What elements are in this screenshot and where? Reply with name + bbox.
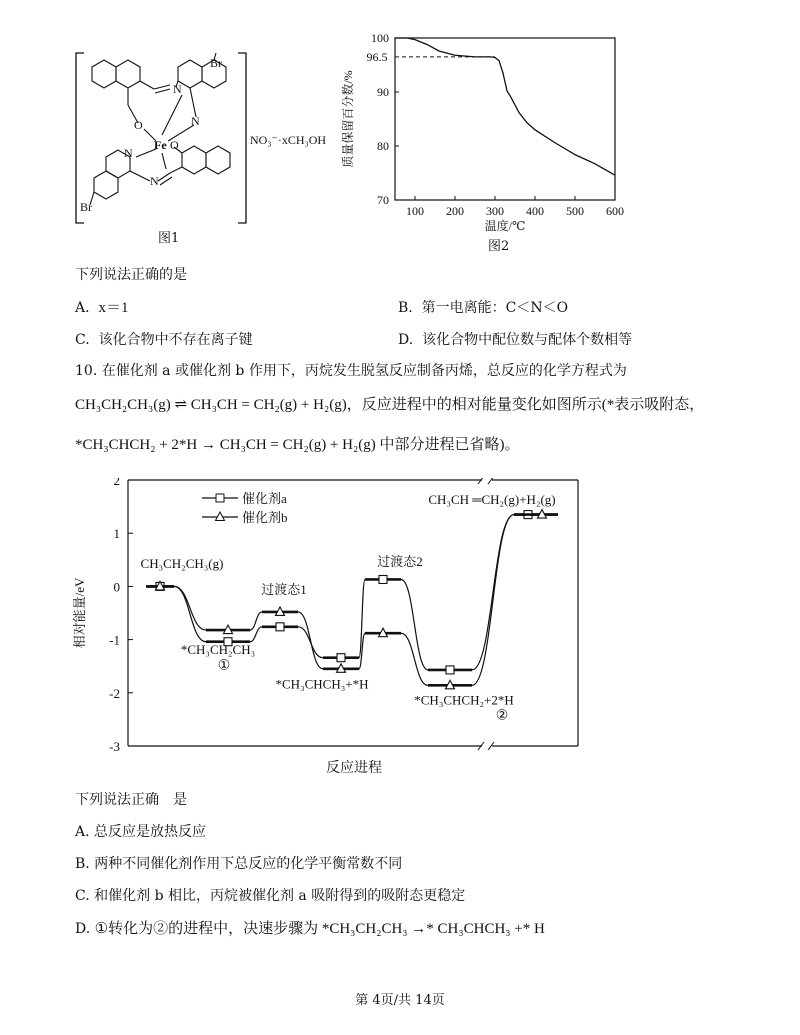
- chart-axes: [395, 38, 615, 200]
- br-top-label: Br: [210, 56, 222, 70]
- x-axis-label: 反应进程: [326, 761, 382, 776]
- option-text: 该化合物中配位数与配体个数相等: [422, 332, 633, 348]
- option-letter: C.: [75, 332, 90, 348]
- chart-tick-labels: [109, 478, 120, 754]
- energy-profile-chart: [70, 478, 600, 783]
- option-d[interactable]: [398, 331, 632, 349]
- question-10-equation: CH₃CH₂CH₃(g) ⇌ CH₃CH = CH₂(g) + H₂(g)，反应进程中的相对能量变化如图所示(*表示吸附态，: [75, 397, 705, 413]
- y-tick-label: 70: [377, 193, 389, 207]
- option-letter: B.: [75, 856, 90, 872]
- option-letter: D.: [75, 921, 91, 937]
- state-label: *CH₃CHCH₃+*H: [275, 676, 369, 692]
- x-tick-label: 400: [526, 204, 544, 218]
- data-point: [276, 623, 284, 631]
- series-b: [146, 510, 558, 689]
- legend-marker: [216, 494, 224, 502]
- n-label: N: [150, 174, 159, 188]
- n-label: N: [191, 114, 200, 128]
- n-label: N: [173, 82, 182, 96]
- axis-break: [478, 478, 484, 484]
- axis-break: [488, 478, 494, 484]
- question-10-equation-2: *CH₃CHCH₂ + 2*H → CH₃CH = CH₂(g) + H₂(g) 中部分进程已省略)。: [75, 437, 520, 453]
- y-tick-label: 0: [113, 579, 120, 595]
- y-tick-label: 100: [371, 31, 389, 45]
- data-point: [446, 666, 454, 674]
- option-b[interactable]: [75, 855, 402, 873]
- o-label: O: [170, 138, 179, 152]
- x-tick-label: 100: [406, 204, 424, 218]
- option-text: x＝1: [98, 300, 129, 316]
- option-a[interactable]: [75, 823, 206, 841]
- option-text: ①转化为②的进程中，决速步骤为 *CH₃CH₂CH₃ →* CH₃CHCH₃ +* H: [94, 921, 545, 937]
- y-axis-label: 质量保留百分数/%: [341, 70, 355, 168]
- y-axis-label: 相对能量/eV: [72, 577, 87, 649]
- series-line: [146, 515, 558, 686]
- option-b[interactable]: [398, 299, 568, 317]
- figure-1-caption: 图1: [158, 231, 180, 246]
- option-letter: B.: [398, 300, 413, 316]
- state-label: 过渡态1: [261, 581, 307, 597]
- figure-1: [70, 45, 370, 260]
- data-point: [379, 575, 387, 583]
- fe-label: Fe: [154, 138, 167, 152]
- br-bottom-label: Br: [80, 200, 92, 214]
- option-text: 该化合物中不存在离子键: [98, 332, 253, 348]
- option-text: 第一电离能：C＜N＜O: [421, 300, 569, 316]
- series-line: [395, 38, 615, 175]
- option-text: 两种不同催化剂作用下总反应的化学平衡常数不同: [94, 856, 403, 872]
- chart-series: [146, 510, 558, 689]
- option-text: 和催化剂 b 相比，丙烷被催化剂 a 吸附得到的吸附态更稳定: [94, 888, 466, 904]
- legend-marker: [216, 512, 225, 521]
- y-tick-label: 1: [113, 526, 120, 542]
- counterion-label: NO₃⁻·xCH₃OH: [250, 133, 327, 147]
- option-d[interactable]: [75, 920, 545, 938]
- o-label: O: [134, 118, 143, 132]
- option-letter: D.: [398, 332, 414, 348]
- y-tick-label: -2: [109, 685, 120, 701]
- legend-label: 催化剂a: [242, 491, 287, 506]
- state-label: 过渡态2: [377, 554, 423, 570]
- chart-series: [395, 38, 615, 175]
- option-letter: A.: [75, 300, 90, 316]
- option-c[interactable]: [75, 887, 465, 905]
- option-c[interactable]: [75, 331, 253, 349]
- marker-2: ②: [495, 708, 509, 724]
- option-letter: C.: [75, 888, 90, 904]
- y-tick-label: 90: [377, 85, 389, 99]
- option-letter: A.: [75, 824, 90, 840]
- question-stem: 下列说法正确 是: [75, 792, 187, 808]
- x-tick-label: 300: [486, 204, 504, 218]
- data-point: [337, 654, 345, 662]
- chart-axes: [128, 478, 578, 750]
- plot-frame: [395, 38, 615, 200]
- state-label: CH₃CH ═CH₂(g)+H₂(g): [428, 491, 556, 507]
- state-label: *CH₃CHCH₂+2*H: [414, 692, 514, 708]
- option-a[interactable]: [75, 299, 128, 317]
- n-label: N: [124, 146, 133, 160]
- question-10-line1: 10. 在催化剂 a 或催化剂 b 作用下，丙烷发生脱氢反应制备丙烯，总反应的化学方程式为: [75, 363, 627, 379]
- state-labels: [141, 492, 556, 723]
- state-label: CH₃CH₂CH₃(g): [140, 555, 224, 571]
- question-stem: 下列说法正确的是: [75, 267, 187, 283]
- option-text: 总反应是放热反应: [94, 824, 207, 840]
- figure-2-caption: 图2: [488, 239, 510, 254]
- chart-marker-label: 96.5: [366, 49, 388, 64]
- y-tick-label: -1: [109, 632, 120, 648]
- x-axis-label: 温度/℃: [484, 219, 526, 233]
- chart-legend: [202, 491, 288, 525]
- y-tick-label: -3: [109, 739, 120, 754]
- state-label: *CH₃CH₂CH₃: [180, 641, 256, 657]
- x-tick-label: 200: [446, 204, 464, 218]
- marker-1: ①: [217, 658, 231, 674]
- molecule-structure: [70, 45, 370, 260]
- y-tick-label: 80: [377, 139, 389, 153]
- legend-label: 催化剂b: [242, 510, 288, 525]
- page-footer: 第 4页/共 14页: [355, 993, 445, 1008]
- figure-2-chart: [330, 30, 630, 260]
- x-tick-label: 500: [566, 204, 584, 218]
- y-tick-label: 2: [113, 478, 120, 488]
- x-tick-label: 600: [606, 204, 624, 218]
